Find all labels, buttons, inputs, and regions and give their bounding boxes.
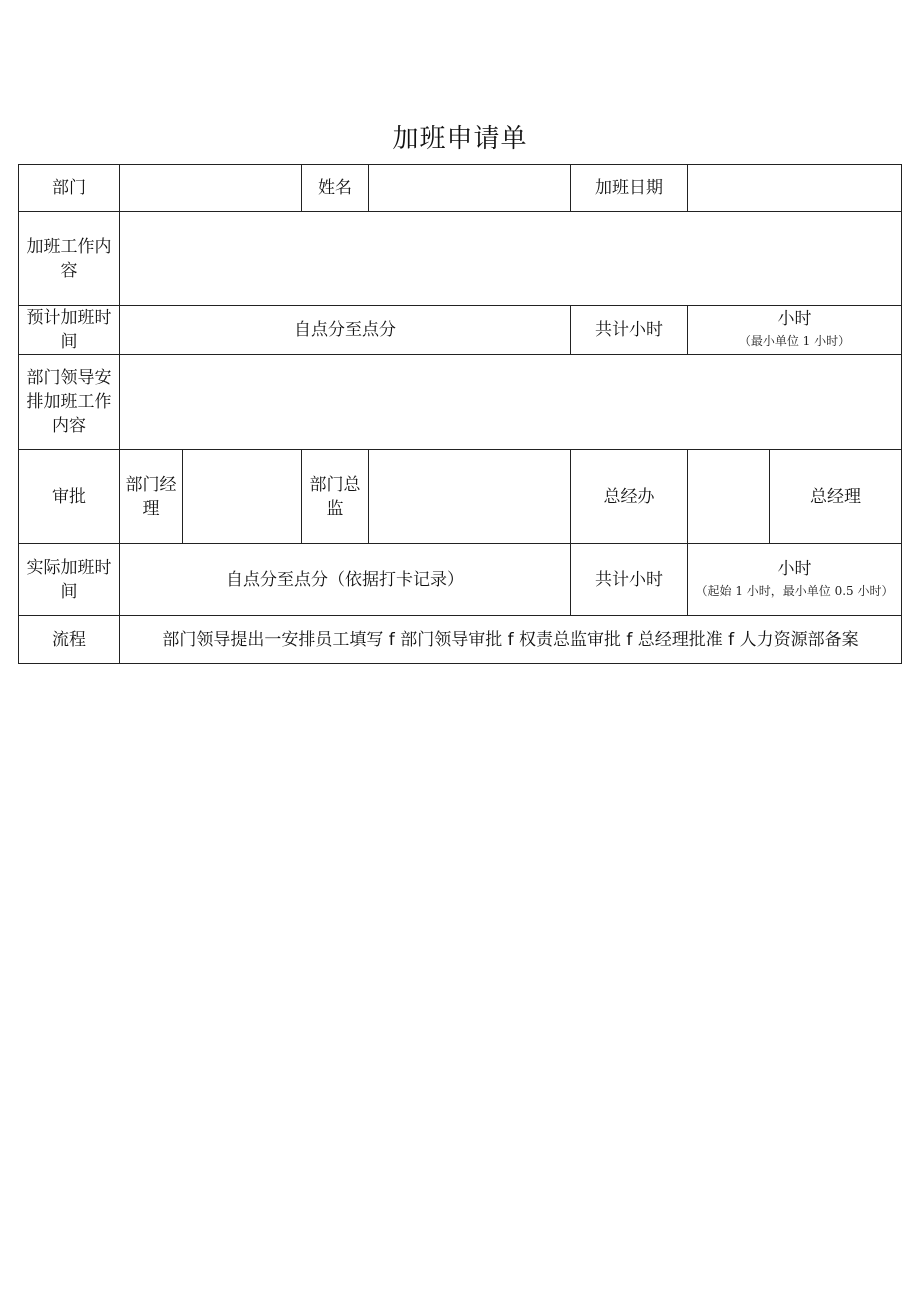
planned-hours-unit: 小时	[777, 309, 812, 329]
row-planned-time	[19, 306, 902, 355]
actual-hours-unit: 小时	[777, 558, 812, 579]
approval-label: 审批	[19, 450, 120, 544]
row-approval	[19, 450, 902, 544]
row-actual-time	[19, 544, 902, 616]
overtime-application-form	[18, 164, 902, 664]
name-field[interactable]	[369, 165, 571, 212]
general-manager-label: 总经理	[770, 450, 902, 544]
form-title: 加班申请单	[392, 124, 528, 154]
leader-arrangement-label: 部门领导安排加班工作内容	[19, 355, 120, 450]
general-office-sign-field[interactable]	[688, 450, 770, 544]
name-label: 姓名	[302, 165, 369, 212]
planned-time-label: 预计加班时间	[19, 306, 120, 355]
actual-hours-note: （起始 1 小时，最小单位 0.5 小时）	[695, 583, 894, 598]
overtime-date-field[interactable]	[688, 165, 902, 212]
actual-time-range[interactable]: 自点分至点分（依据打卡记录）	[120, 544, 571, 616]
overtime-date-label: 加班日期	[571, 165, 688, 212]
process-flow-text: 部门领导提出一安排员工填写 f 部门领导审批 f 权责总监审批 f 总经理批准 f 人力资源部备案	[120, 616, 902, 664]
process-label: 流程	[19, 616, 120, 664]
actual-total-hours-label: 共计小时	[571, 544, 688, 616]
planned-hours-cell[interactable]	[688, 306, 902, 355]
work-content-field[interactable]	[120, 212, 902, 306]
row-process	[19, 616, 902, 664]
row-leader-arrangement	[19, 355, 902, 450]
department-label: 部门	[19, 165, 120, 212]
leader-arrangement-field[interactable]	[120, 355, 902, 450]
planned-total-hours-label: 共计小时	[571, 306, 688, 355]
actual-time-label: 实际加班时间	[19, 544, 120, 616]
general-office-label: 总经办	[571, 450, 688, 544]
actual-hours-cell[interactable]	[688, 544, 902, 616]
dept-director-sign-field[interactable]	[369, 450, 571, 544]
row-work-content	[19, 212, 902, 306]
dept-manager-sign-field[interactable]	[183, 450, 302, 544]
work-content-label: 加班工作内容	[19, 212, 120, 306]
department-field[interactable]	[120, 165, 302, 212]
planned-hours-note: （最小单位 1 小时）	[738, 334, 851, 348]
dept-manager-label: 部门经理	[120, 450, 183, 544]
dept-director-label: 部门总监	[302, 450, 369, 544]
row-basic-info	[19, 165, 902, 212]
planned-time-range[interactable]: 自点分至点分	[120, 306, 571, 355]
